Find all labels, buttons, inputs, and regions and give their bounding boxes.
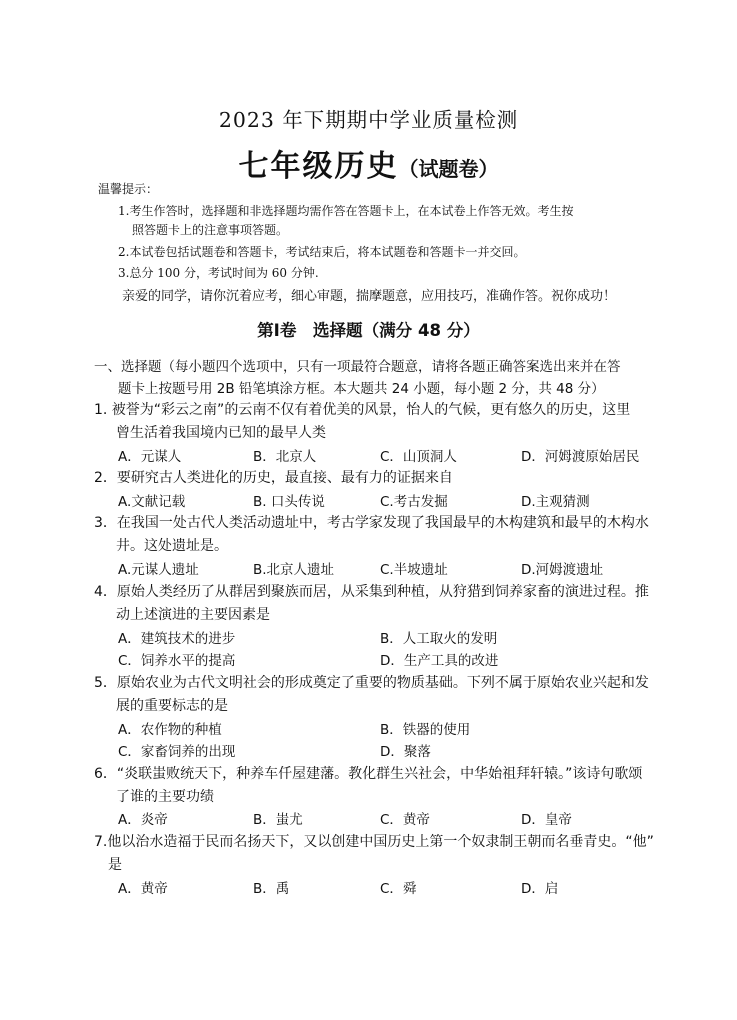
question-3-option-c: C.半坡遗址 (380, 562, 448, 578)
question-2-option-c: C.考古发掘 (380, 494, 448, 510)
question-3-option-b: B.北京人遗址 (253, 562, 335, 578)
question-1-option-c: C．山顶洞人 (380, 449, 457, 465)
subject-title (0, 141, 737, 185)
notice-item-2: 2.本试卷包括试题卷和答题卡，考试结束后，将本试题卷和答题卡一并交回。 (118, 245, 526, 259)
question-7-option-d: D．启 (521, 881, 559, 897)
question-7-option-b: B．禹 (253, 881, 290, 897)
question-3-option-a: A.元谋人遗址 (118, 562, 199, 578)
question-7-line-2: 是 (108, 857, 122, 873)
question-6-option-a: A．炎帝 (118, 812, 168, 828)
question-5-option-b: B．铁器的使用 (380, 722, 471, 738)
subject-title-paren: （试题卷） (398, 157, 499, 181)
question-6-line-1: 6．“炎联蚩败统天下，种养车仟屋建藩。教化群生兴社会，中华始祖拜轩辕。”该诗句歌颂 (94, 766, 643, 782)
question-4-line-1: 4．原始人类经历了从群居到聚族而居，从采集到种植，从狩猎到饲养家畜的演进过程。推 (94, 584, 649, 600)
question-4-option-b: B．人工取火的发明 (380, 631, 498, 647)
question-1-line-2: 曾生活着我国境内已知的最早人类 (116, 425, 326, 441)
section-title: 第Ⅰ卷 选择题（满分 48 分） (257, 321, 480, 340)
notice-title: 温馨提示： (98, 182, 159, 196)
question-5-option-a: A．农作物的种植 (118, 722, 222, 738)
question-7-option-c: C．舜 (380, 881, 417, 897)
question-2-option-b: B. 口头传说 (253, 494, 325, 510)
question-3-option-d: D.河姆渡遗址 (521, 562, 604, 578)
section-instruction-line-2: 题卡上按题号用 2B 铅笔填涂方框。本大题共 24 小题，每小题 2 分，共 48 分） (118, 381, 605, 397)
question-4-option-a: A．建筑技术的进步 (118, 631, 236, 647)
encouragement-text: 亲爱的同学，请你沉着应考，细心审题，揣摩题意，应用技巧，准确作答。祝你成功！ (122, 289, 617, 304)
question-6-option-d: D．皇帝 (521, 812, 572, 828)
notice-item-1-line-2: 照答题卡上的注意事项答题。 (132, 223, 289, 237)
question-4-line-2: 动上述演进的主要因素是 (116, 607, 270, 623)
question-2-line-1: 2．要研究古人类进化的历史，最直接、最有力的证据来自 (94, 470, 453, 486)
question-7-line-1: 7.他以治水造福于民而名扬天下，又以创建中国历史上第一个奴隶制王朝而名垂青史。“他” (94, 834, 654, 850)
section-instruction-line-1: 一、选择题（每小题四个选项中，只有一项最符合题意，请将各题正确答案选出来并在答 (94, 359, 621, 375)
question-2-option-a: A.文献记载 (118, 494, 186, 510)
question-4-option-c: C．饲养水平的提高 (118, 653, 236, 669)
question-3-line-2: 井。这处遗址是。 (116, 538, 228, 554)
question-5-option-c: C．家畜饲养的出现 (118, 744, 236, 760)
question-5-line-2: 展的重要标志的是 (116, 698, 228, 714)
subject-title-main: 七年级历史 (238, 149, 399, 184)
question-1-option-b: B．北京人 (253, 449, 317, 465)
question-5-line-1: 5．原始农业为古代文明社会的形成奠定了重要的物质基础。下列不属于原始农业兴起和发 (94, 675, 649, 691)
question-4-option-d: D．生产工具的改进 (380, 653, 499, 669)
question-2-option-d: D.主观猜测 (521, 494, 590, 510)
question-3-line-1: 3．在我国一处古代人类活动遗址中，考古学家发现了我国最早的木构建筑和最早的木构水 (94, 515, 649, 531)
notice-item-1-line-1: 1.考生作答时，选择题和非选择题均需作答在答题卡上，在本试卷上作答无效。考生按 (118, 204, 574, 218)
question-1-option-d: D．河姆渡原始居民 (521, 449, 640, 465)
question-6-option-c: C．黄帝 (380, 812, 430, 828)
question-1-option-a: A．元谋人 (118, 449, 182, 465)
question-6-line-2: 了谁的主要功绩 (116, 789, 214, 805)
question-1-line-1: 1. 被誉为“彩云之南”的云南不仅有着优美的风景，怡人的气候，更有悠久的历史，这里 (94, 402, 631, 418)
exam-title: 2023 年下期期中学业质量检测 (218, 108, 519, 132)
question-6-option-b: B．蚩尤 (253, 812, 303, 828)
notice-item-3: 3.总分 100 分，考试时间为 60 分钟. (118, 266, 319, 280)
question-5-option-d: D．聚落 (380, 744, 431, 760)
question-7-option-a: A．黄帝 (118, 881, 168, 897)
